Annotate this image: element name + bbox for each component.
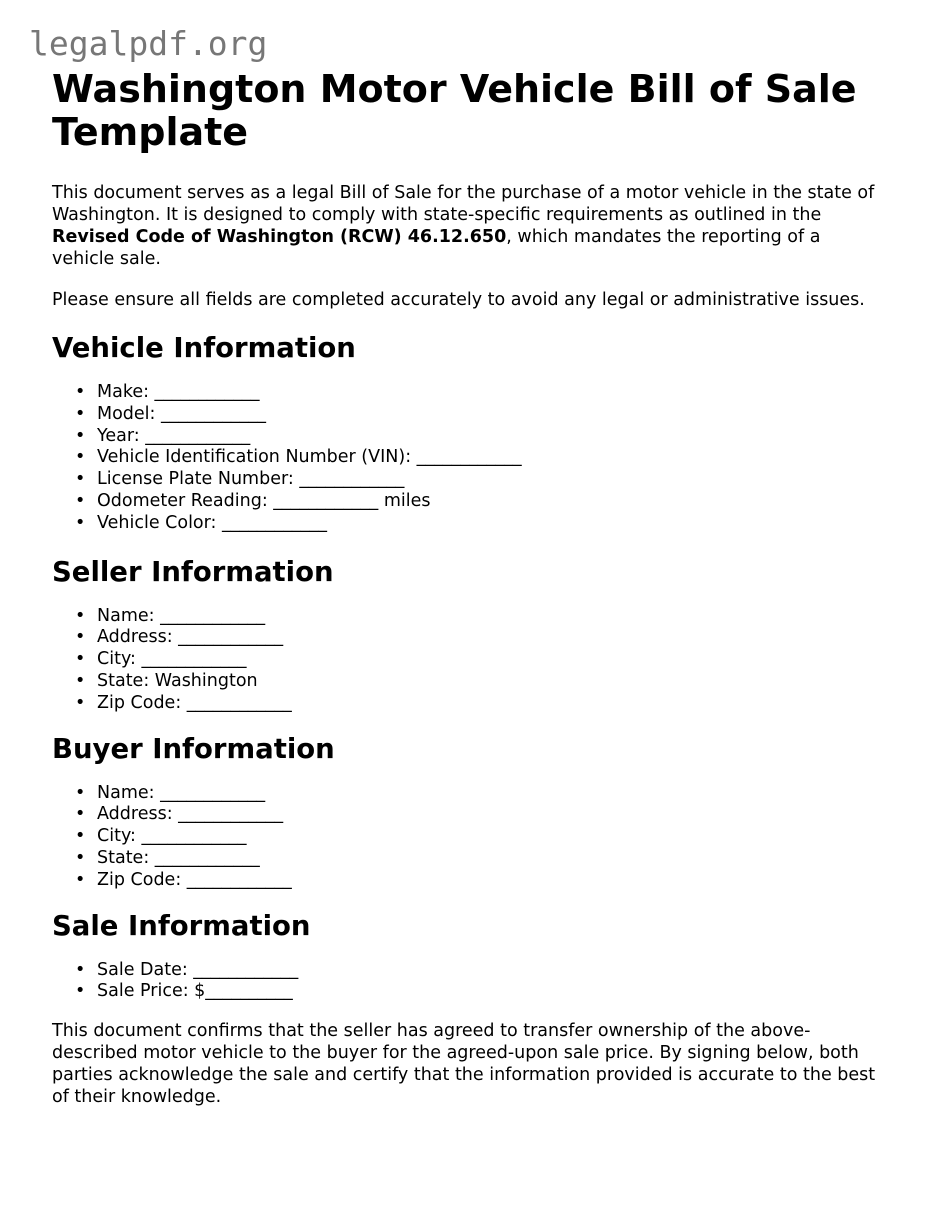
list-item: • Zip Code: ____________ [75, 869, 292, 890]
sale-information-heading: Sale Information [52, 909, 311, 942]
seller-city-field: City: ____________ [97, 649, 247, 670]
list-item: • Vehicle Color: ____________ [75, 512, 327, 533]
list-item: • Name: ____________ [75, 605, 266, 626]
buyer-address-field: Address: ____________ [97, 804, 284, 825]
list-item: • State: ____________ [75, 847, 260, 868]
buyer-zip-field: Zip Code: ____________ [97, 869, 292, 890]
license-plate-field: License Plate Number: ____________ [97, 469, 405, 490]
list-item: • Name: ____________ [75, 782, 266, 803]
list-item: • Model: ____________ [75, 403, 267, 424]
list-item: • City: ____________ [75, 649, 247, 670]
list-item: • Address: ____________ [75, 804, 284, 825]
rcw-reference: Revised Code of Washington (RCW) 46.12.650 [52, 227, 507, 247]
closing-paragraph: This document confirms that the seller has agreed to transfer ownership of the above-described motor vehicle to the buyer for the agreed-upon sale price. By signing below, both parties acknowledge the sale and certify that the information provided is accurate to the best of their knowledge. [52, 1021, 876, 1108]
seller-state-field: State: Washington [97, 670, 258, 691]
buyer-information-heading: Buyer Information [52, 732, 335, 765]
buyer-state-field: State: ____________ [97, 847, 260, 868]
list-item: • License Plate Number: ____________ [75, 469, 405, 490]
list-item: • Sale Price: $__________ [75, 981, 293, 1002]
intro-paragraph [52, 182, 887, 270]
buyer-information-list [52, 783, 887, 892]
sale-date-field: Sale Date: ____________ [97, 959, 299, 980]
seller-address-field: Address: ____________ [97, 627, 284, 648]
vehicle-color-field: Vehicle Color: ____________ [97, 512, 327, 533]
vehicle-year-field: Year: ____________ [97, 425, 251, 446]
vehicle-make-field: Make: ____________ [97, 382, 260, 402]
list-item: • Zip Code: ____________ [75, 692, 292, 713]
vehicle-information-list [52, 382, 887, 535]
list-item: • Vehicle Identification Number (VIN): ____________ [75, 447, 522, 468]
list-item: • Make: ____________ [75, 382, 260, 402]
sale-information-list [52, 960, 887, 1004]
buyer-name-field: Name: ____________ [97, 782, 266, 803]
vehicle-model-field: Model: ____________ [97, 403, 267, 424]
list-item: • Odometer Reading: ____________ miles [75, 490, 431, 511]
list-item: • City: ____________ [75, 826, 247, 847]
odometer-field: Odometer Reading: ____________ miles [97, 490, 431, 511]
list-item: • Sale Date: ____________ [75, 959, 299, 980]
watermark: legalpdf.org [29, 24, 268, 63]
list-item: • State: Washington [75, 670, 258, 691]
vehicle-vin-field: Vehicle Identification Number (VIN): ____________ [97, 447, 522, 468]
seller-zip-field: Zip Code: ____________ [97, 692, 292, 713]
intro-text-end: , which mandates the reporting of a vehicle sale. [52, 227, 821, 269]
document-body [52, 68, 887, 1108]
seller-name-field: Name: ____________ [97, 605, 266, 626]
seller-information-heading: Seller Information [52, 555, 334, 588]
list-item: • Address: ____________ [75, 627, 284, 648]
sale-price-field: Sale Price: $__________ [97, 981, 293, 1002]
notice-paragraph: Please ensure all fields are completed accurately to avoid any legal or administrative issues. [52, 290, 865, 310]
vehicle-information-heading: Vehicle Information [52, 332, 356, 364]
list-item: • Year: ____________ [75, 425, 251, 446]
seller-information-list [52, 606, 887, 715]
document-title: Washington Motor Vehicle Bill of Sale Template [52, 67, 857, 154]
buyer-city-field: City: ____________ [97, 826, 247, 847]
intro-text-start: This document serves as a legal Bill of Sale for the purchase of a motor vehicle in the state of Washington. It is designed to comply with state-specific requirements as outlined in the [52, 183, 875, 225]
